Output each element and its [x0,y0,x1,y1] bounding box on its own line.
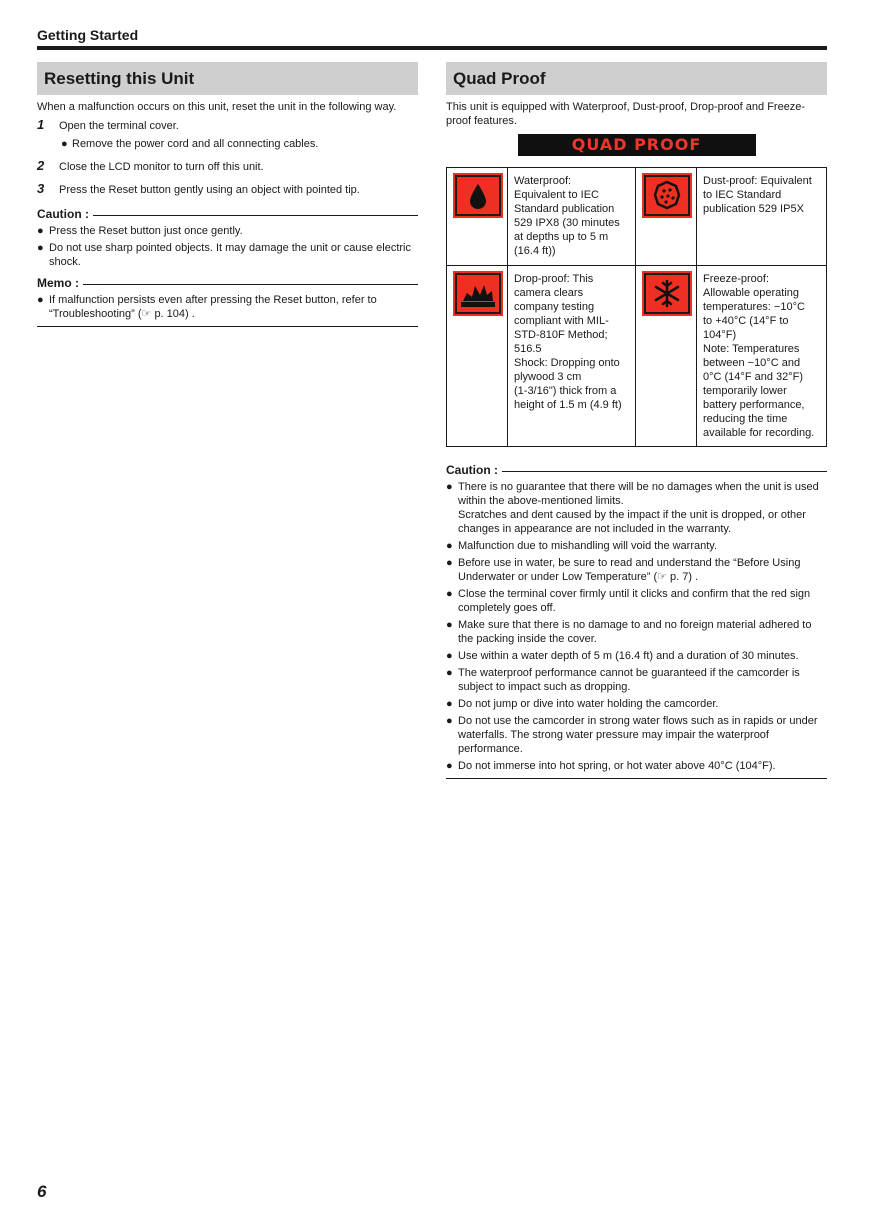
quad-intro: This unit is equipped with Waterproof, Dust-proof, Drop-proof and Freeze-proof features. [446,101,806,127]
bullet-icon: ● [446,715,453,727]
quad-proof-logo: QUAD PROOF [518,134,756,156]
freezeproof-cell: Freeze-proof: Allowable operating temperatures: −10°C to +40°C (14°F to 104°F) Note: Temperatures between −10°C and 0°C (14°F and 32°F) temporarily lower battery performance, reducing the time available for recording. [697,266,827,447]
waterproof-cell: Waterproof: Equivalent to IEC Standard publication 529 IPX8 (30 minutes at depths up to 5 m (16.4 ft)) [508,168,636,266]
caution-item: ● Do not use sharp pointed objects. It may damage the unit or cause electric shock. [37,242,411,268]
bullet-icon: ● [446,619,453,631]
quad-proof-table [446,167,827,447]
drop-shock-icon [453,271,503,316]
memo-end-rule [37,326,418,327]
step-number: 3 [37,181,45,196]
caution-item: ● Do not jump or dive into water holding the camcorder. [446,698,719,710]
caution-end-rule [446,778,827,779]
caution-item: ● Close the terminal cover firmly until it clicks and confirm that the red sign completely goes off. [446,588,811,614]
chapter-title: Getting Started [37,27,139,43]
step-text: Press the Reset button gently using an object with pointed tip. [59,184,360,196]
caution-item: ● Use within a water depth of 5 m (16.4 ft) and a duration of 30 minutes. [446,650,799,662]
bullet-icon: ● [446,667,453,679]
bullet-icon: ● [446,698,453,710]
caution-item: ● Make sure that there is no damage to and no foreign material adhered to the packing inside the cover. [446,619,812,645]
header-rule [37,46,827,50]
bullet-icon: ● [446,540,453,552]
bullet-icon: ● [37,225,44,237]
bullet-icon: ● [61,138,68,150]
snowflake-icon [642,271,692,316]
caution-item: ● Do not use the camcorder in strong water flows such as in rapids or under waterfalls. The strong water pressure may impair the waterproof performance. [446,715,818,755]
page-number: 6 [37,1182,47,1201]
caution-item: ● Press the Reset button just once gently. [37,225,243,237]
bullet-icon: ● [37,294,44,306]
bullet-icon: ● [446,481,453,493]
quad-caution-heading: Caution : [446,463,827,477]
reset-intro: When a malfunction occurs on this unit, reset the unit in the following way. [37,101,397,113]
step-text: Open the terminal cover. [59,120,179,132]
step-text: Close the LCD monitor to turn off this unit. [59,161,264,173]
dropproof-cell: Drop-proof: This camera clears company testing compliant with MIL- STD-810F Method; 516.5 Shock: Dropping onto plywood 3 cm (1-3/16") thick from a height of 1.5 m (4.9 ft) [508,266,636,447]
bullet-icon: ● [446,588,453,600]
reset-section [37,62,418,327]
step-1 [37,119,418,133]
dust-icon [642,173,692,218]
caution-item: ● Do not immerse into hot spring, or hot water above 40°C (104°F). [446,760,776,772]
dustproof-cell: Dust-proof: Equivalent to IEC Standard publication 529 IP5X [697,168,827,266]
bullet-icon: ● [446,650,453,662]
step-number: 2 [37,158,45,173]
reset-steps [37,119,418,197]
sub-text: Remove the power cord and all connecting cables. [72,138,319,150]
quad-section [446,62,827,779]
caution-heading: Caution : [37,207,418,221]
caution-item: ● Malfunction due to mishandling will void the warranty. [446,540,718,552]
step-1-sub [37,137,418,151]
step-number: 1 [37,117,45,132]
water-drop-icon [453,173,503,218]
caution-item: ● The waterproof performance cannot be guaranteed if the camcorder is subject to impact such as dropping. [446,667,800,693]
reset-section-title: Resetting this Unit [37,62,418,95]
bullet-icon: ● [37,242,44,254]
quad-section-title: Quad Proof [446,62,827,95]
memo-item: ● If malfunction persists even after pressing the Reset button, refer to “Troubleshooting” (☞ p. 104) . [37,294,377,320]
step-3 [37,183,418,197]
step-2 [37,160,418,174]
memo-heading: Memo : [37,276,418,290]
bullet-icon: ● [446,557,453,569]
bullet-icon: ● [446,760,453,772]
caution-item: ● Before use in water, be sure to read and understand the “Before Using Underwater or under Low Temperature” (☞ p. 7) . [446,557,801,583]
caution-item: ● There is no guarantee that there will be no damages when the unit is used within the above-mentioned limits. Scratches and dent caused by the impact if the unit is dropped, or other changes in appearance are not included in the warranty. [446,481,819,535]
